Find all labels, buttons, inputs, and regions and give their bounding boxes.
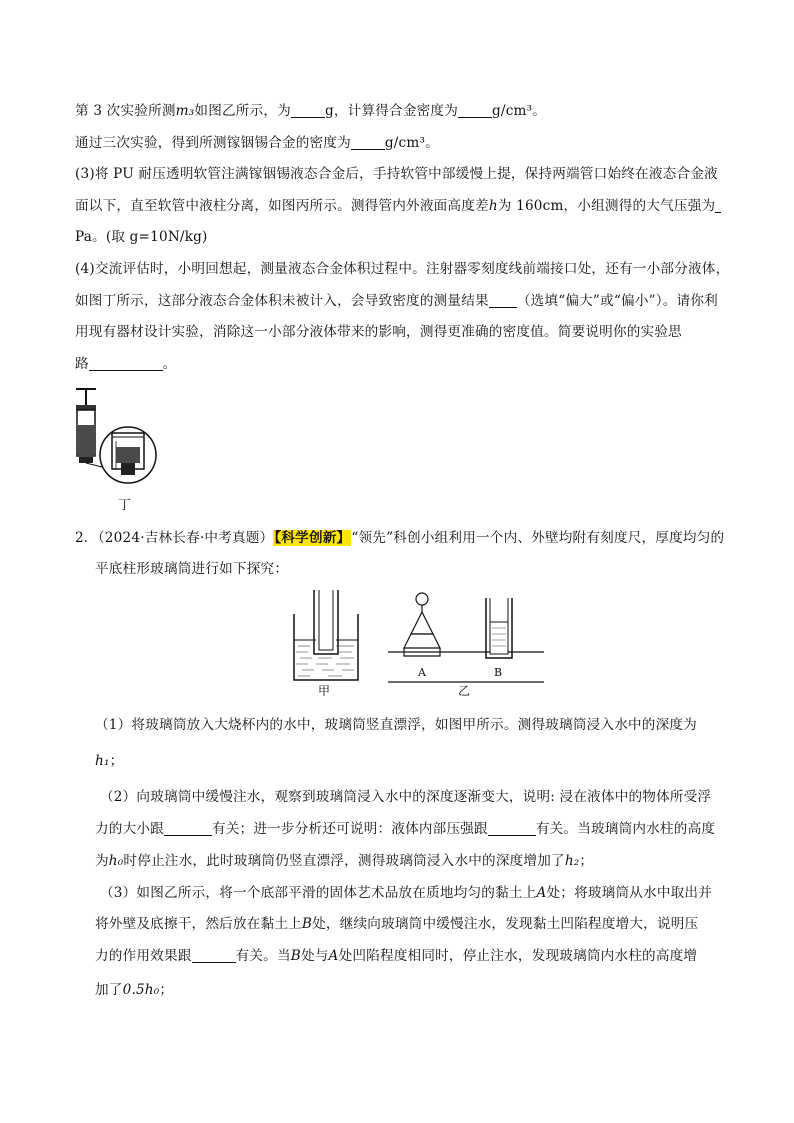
- text-line-7: [75, 291, 718, 311]
- text: g/cm³。: [384, 135, 439, 151]
- variable: h₁: [95, 753, 110, 769]
- text: ；: [159, 982, 174, 998]
- text: 时停止注水，此时玻璃筒仍竖直漂浮，测得玻璃筒浸入水中的深度增加了: [123, 853, 565, 869]
- text: 为: [95, 853, 109, 869]
- step-2: （2）向玻璃筒中缓慢注水，观察到玻璃筒浸入水中的深度逐渐变大，说明: 浸在液体中的物体所受浮: [100, 789, 712, 805]
- variable: A: [328, 948, 339, 964]
- text: g，计算得合金密度为: [324, 103, 459, 119]
- text: 有关。当: [235, 948, 291, 964]
- text: 面以下，直至软管中液柱分离，如图丙所示。测得管内外液面高度差: [75, 198, 489, 214]
- variable: 0.5h₀: [122, 982, 160, 998]
- step-2-line-3: [95, 851, 593, 871]
- answer-blank[interactable]: [291, 103, 325, 118]
- variable: B: [301, 916, 313, 932]
- text: 如图乙所示，为: [194, 103, 291, 119]
- text: 加了: [95, 982, 123, 998]
- answer-blank[interactable]: [192, 948, 236, 963]
- text: 力的大小跟: [95, 821, 164, 837]
- text-line-6: (4)交流评估时，小明回想起，测量液态合金体积过程中。注射器零刻度线前端接口处，还有一小部分液体，: [75, 261, 730, 277]
- answer-blank[interactable]: [351, 135, 385, 150]
- text-line-9: [75, 354, 177, 374]
- fig-label-ding: 丁: [118, 498, 132, 513]
- variable: h₀: [108, 853, 124, 869]
- step-3-line-2: [95, 914, 698, 934]
- text: “领先”科创小组利用一个内、外壁均附有刻度尺，厚度均匀的: [351, 530, 725, 546]
- answer-blank[interactable]: [164, 821, 212, 836]
- variable: A: [536, 885, 547, 901]
- text: 处凹陷程度相同时，停止注水，发现玻璃筒内水柱的高度增: [338, 948, 698, 964]
- text: 有关。当玻璃筒内水柱的高度: [535, 821, 716, 837]
- source-label: （2024·吉林长春·中考真题）: [91, 530, 274, 546]
- answer-blank[interactable]: [489, 293, 517, 308]
- step-2-line-2: [95, 819, 715, 839]
- variable: h₂: [564, 853, 580, 869]
- figure-yi: [388, 593, 544, 696]
- variable: B: [290, 948, 301, 964]
- text-line-3: (3)将 PU 耐压透明软管注满镓铟锡液态合金后，手持软管中部缓慢上提，保持两端管口始终在液态合金液: [75, 166, 718, 182]
- step-3: [100, 883, 712, 903]
- step-3-line-4: [95, 980, 173, 1000]
- text: ；: [109, 753, 124, 769]
- text-line-5: Pa。(取 g=10N/kg): [75, 229, 208, 245]
- experiment-figures: [288, 588, 546, 696]
- answer-blank[interactable]: [89, 356, 163, 371]
- variable: m₃: [175, 103, 195, 119]
- step-1: （1）将玻璃筒放入大烧杯内的水中，玻璃筒竖直漂浮，如图甲所示。测得玻璃筒浸入水中的深度为: [95, 717, 697, 733]
- text: （3）如图乙所示，将一个底部平滑的固体艺术品放在质地均匀的黏土上: [100, 885, 537, 901]
- fig-label-a: A: [418, 666, 426, 679]
- variable: h: [488, 198, 498, 214]
- fig-label-jia: 甲: [318, 684, 331, 696]
- fig-label-yi: 乙: [458, 684, 471, 696]
- text: 处；将玻璃筒从水中取出并: [546, 885, 713, 901]
- text-line-8: 用现有器材设计实验，消除这一小部分液体带来的影响，测得更准确的密度值。简要说明你的实验思: [75, 324, 682, 340]
- question-2-intro-cont: 平底柱形玻璃筒进行如下探究：: [95, 561, 289, 577]
- syringe-figure: [70, 385, 162, 515]
- text: 通过三次实验，得到所测镓铟锡合金的密度为: [75, 135, 351, 151]
- text: 。: [162, 356, 177, 372]
- fig-label-b: B: [494, 666, 503, 679]
- answer-blank[interactable]: [458, 103, 492, 118]
- text: 路: [75, 356, 89, 372]
- step-1-cont: [95, 751, 123, 771]
- text-line-2: [75, 133, 439, 153]
- text-line-4: [75, 196, 721, 216]
- text: 处，继续向玻璃筒中缓慢注水，发现黏土凹陷程度增大，说明压: [312, 916, 699, 932]
- text: 为 160cm，小组测得的大气压强为: [497, 198, 716, 214]
- text-line-1: [75, 101, 546, 121]
- text: 第 3 次实验所测: [75, 103, 176, 119]
- text: ；: [579, 853, 594, 869]
- question-number: 2．: [75, 530, 98, 546]
- category-badge: 【科学创新】: [274, 530, 351, 546]
- text: 将外壁及底擦干，然后放在黏土上: [95, 916, 302, 932]
- text: 力的作用效果跟: [95, 948, 192, 964]
- question-2-header: [91, 528, 724, 548]
- text: 处与: [300, 948, 329, 964]
- answer-blank[interactable]: [715, 198, 721, 213]
- text: g/cm³。: [492, 103, 547, 119]
- step-3-line-3: [95, 946, 697, 966]
- answer-blank[interactable]: [488, 821, 536, 836]
- text: （选填“偏大”或“偏小”）。请你利: [516, 293, 718, 309]
- text: 如图丁所示，这部分液态合金体积未被计入，会导致密度的测量结果: [75, 293, 489, 309]
- text: 有关；进一步分析还可说明：液体内部压强跟: [211, 821, 488, 837]
- figure-jia: [294, 590, 358, 696]
